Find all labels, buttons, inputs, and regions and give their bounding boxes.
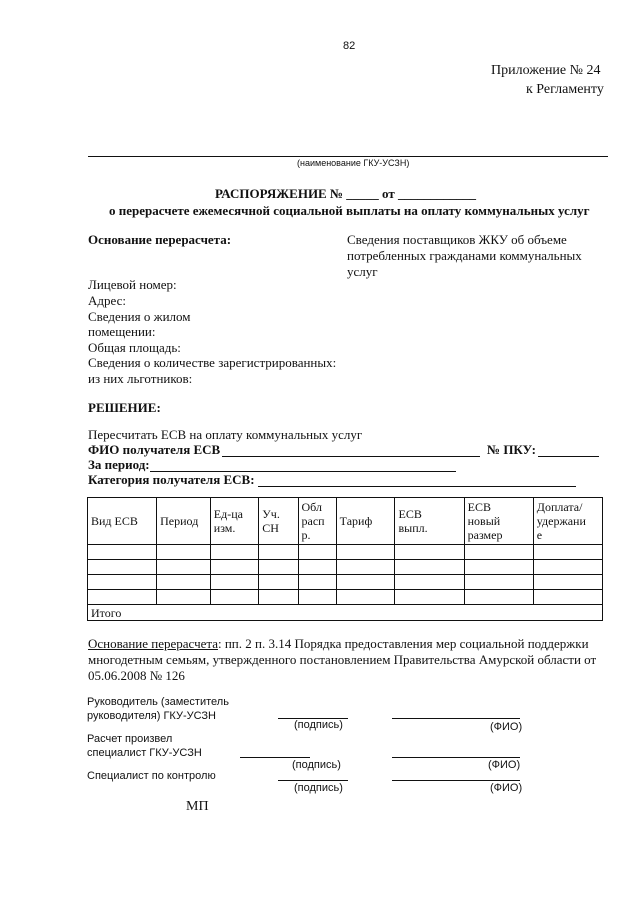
category-line bbox=[258, 486, 576, 487]
head-fio-line bbox=[392, 718, 520, 719]
beneficiaries-label: из них льготников: bbox=[88, 371, 193, 386]
order-subtitle: о перерасчете ежемесячной социальной выплаты на оплату коммунальных услуг bbox=[109, 203, 590, 218]
calc-fio-line bbox=[392, 757, 520, 758]
footer-basis-line3: 05.06.2008 № 126 bbox=[88, 668, 185, 683]
control-sign-caption: (подпись) bbox=[294, 782, 343, 794]
stamp-label: МП bbox=[186, 799, 209, 814]
footer-basis-label: Основание перерасчета bbox=[88, 636, 218, 651]
head-sign-caption: (подпись) bbox=[294, 719, 343, 731]
table-row bbox=[88, 575, 603, 590]
org-name-line bbox=[88, 156, 608, 157]
basis-value-line2: потребленных гражданами коммунальных bbox=[347, 248, 582, 263]
footer-basis-line1: Основание перерасчета: пп. 2 п. 3.14 Порядка предоставления мер социальной поддержки bbox=[88, 636, 589, 651]
calc-label-line2: специалист ГКУ-УСЗН bbox=[87, 747, 202, 759]
calc-label-line1: Расчет произвел bbox=[87, 733, 173, 745]
period-label: За период: bbox=[88, 457, 150, 472]
pku-line bbox=[538, 456, 599, 457]
basis-label: Основание перерасчета: bbox=[88, 232, 232, 247]
control-fio-caption: (ФИО) bbox=[490, 782, 523, 794]
appendix-line1: Приложение № 24 bbox=[491, 63, 601, 78]
fio-line bbox=[222, 456, 480, 457]
table-row bbox=[88, 560, 603, 575]
col-header-type: Вид ЕСВ bbox=[88, 498, 157, 545]
table-header-row bbox=[88, 498, 603, 545]
col-header-adjustment: Доплата/ удержани е bbox=[533, 498, 602, 545]
account-number-label: Лицевой номер: bbox=[88, 277, 177, 292]
table-row bbox=[88, 545, 603, 560]
total-area-label: Общая площадь: bbox=[88, 340, 181, 355]
basis-value-line3: услуг bbox=[347, 264, 378, 279]
control-fio-line bbox=[392, 780, 520, 781]
category-label: Категория получателя ЕСВ: bbox=[88, 472, 255, 487]
housing-info-label-cont: помещении: bbox=[88, 324, 156, 339]
head-label-line1: Руководитель (заместитель bbox=[87, 696, 229, 708]
calc-fio-caption: (ФИО) bbox=[488, 759, 521, 771]
address-label: Адрес: bbox=[88, 293, 126, 308]
page-number: 82 bbox=[343, 40, 356, 52]
fio-label: ФИО получателя ЕСВ bbox=[88, 442, 221, 457]
col-header-obl: Обл расп р. bbox=[298, 498, 336, 545]
col-header-sn: Уч. СН bbox=[259, 498, 298, 545]
order-title: РАСПОРЯЖЕНИЕ № _____ от ____________ bbox=[215, 186, 477, 201]
col-header-unit: Ед-ца изм. bbox=[210, 498, 259, 545]
control-label: Специалист по контролю bbox=[87, 770, 216, 782]
decision-text: Пересчитать ЕСВ на оплату коммунальных услуг bbox=[88, 427, 363, 442]
table-row bbox=[88, 590, 603, 605]
basis-value-line1: Сведения поставщиков ЖКУ об объеме bbox=[347, 232, 567, 247]
org-name-caption: (наименование ГКУ-УСЗН) bbox=[297, 158, 410, 168]
col-header-period: Период bbox=[157, 498, 211, 545]
control-sign-line bbox=[278, 780, 348, 781]
housing-info-label: Сведения о жилом bbox=[88, 309, 191, 324]
pku-label: № ПКУ: bbox=[487, 442, 536, 457]
head-fio-caption: (ФИО) bbox=[490, 721, 523, 733]
total-label: Итого bbox=[88, 605, 603, 621]
recalculation-table bbox=[87, 497, 603, 621]
col-header-esv-new: ЕСВ новый размер bbox=[464, 498, 533, 545]
appendix-line2: к Регламенту bbox=[526, 82, 604, 97]
col-header-tariff: Тариф bbox=[336, 498, 395, 545]
calc-sign-caption: (подпись) bbox=[292, 759, 341, 771]
calc-sign-line bbox=[240, 757, 310, 758]
col-header-esv-paid: ЕСВ выпл. bbox=[395, 498, 464, 545]
registered-count-label: Сведения о количестве зарегистрированных: bbox=[88, 355, 337, 370]
footer-basis-line2: многодетным семьям, утвержденного постановлением Правительства Амурской области от bbox=[88, 652, 597, 667]
table-total-row bbox=[88, 605, 603, 621]
head-label-line2: руководителя) ГКУ-УСЗН bbox=[87, 710, 217, 722]
decision-heading: РЕШЕНИЕ: bbox=[88, 400, 161, 415]
